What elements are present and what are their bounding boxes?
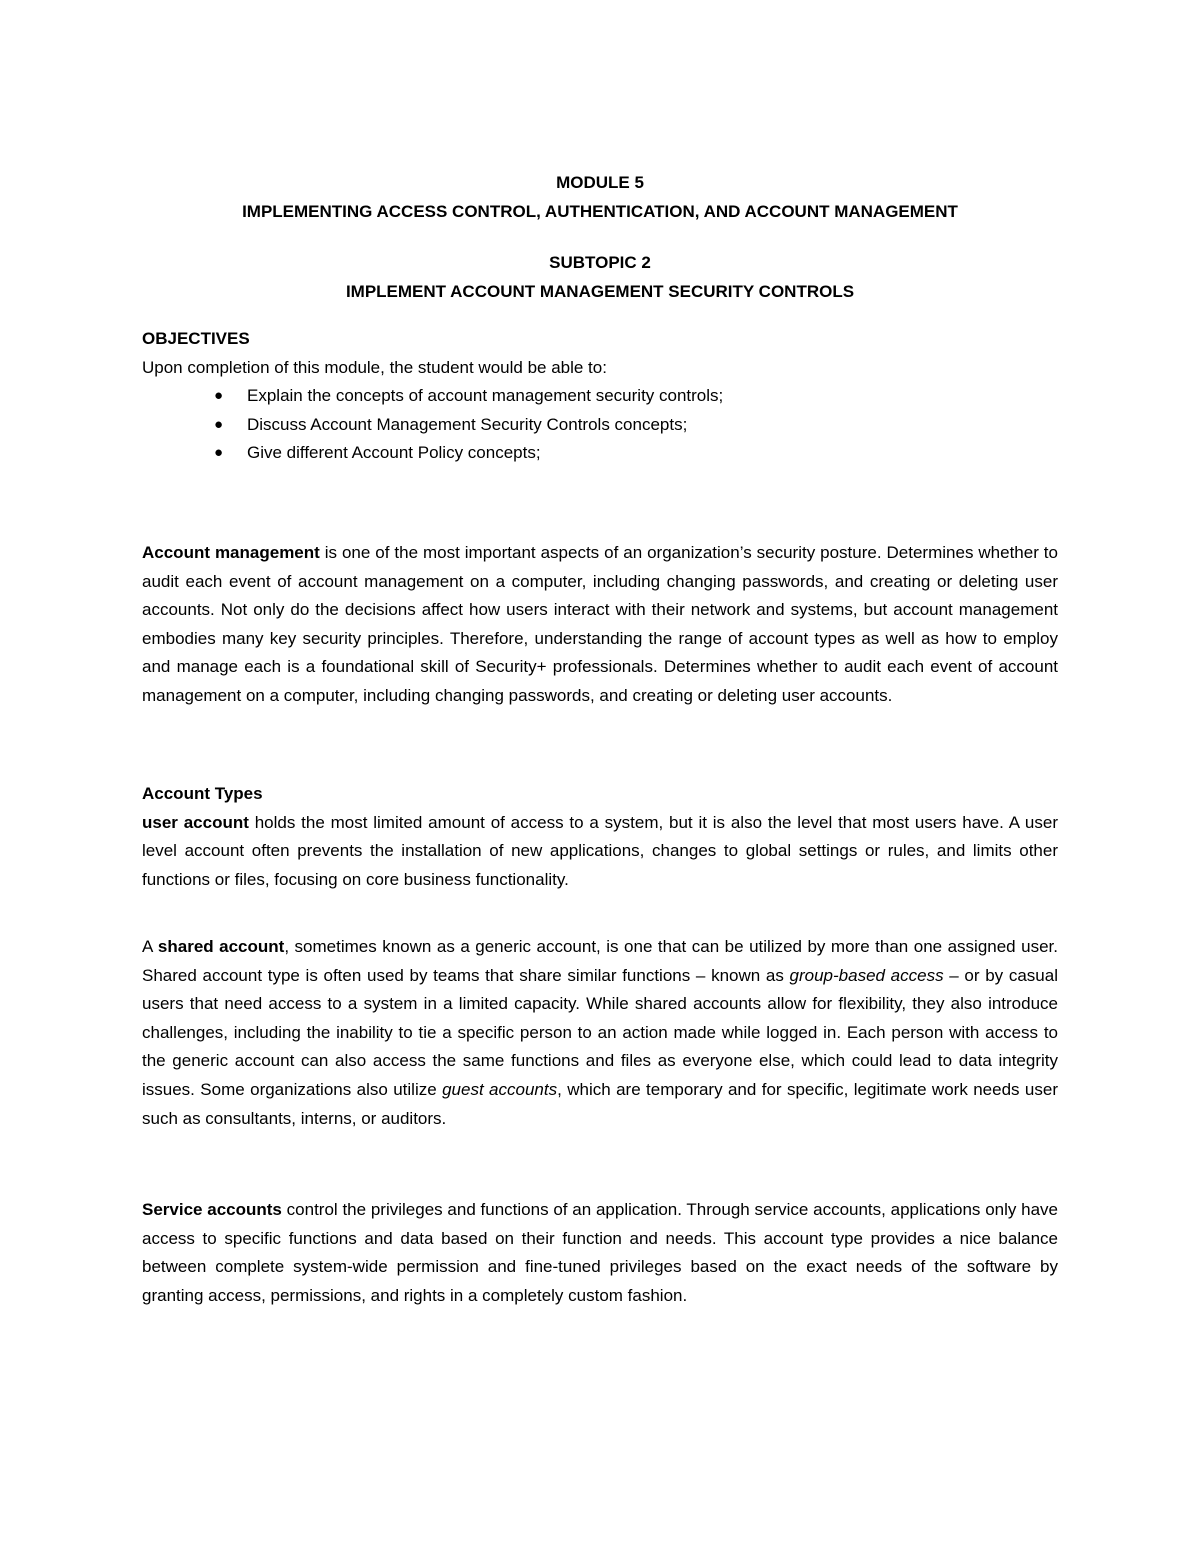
module-number: MODULE 5 [556, 173, 644, 192]
group-based-access-term: group-based access [789, 965, 944, 985]
objectives-title: OBJECTIVES [142, 329, 250, 348]
user-account-text: holds the most limited amount of access to a system, but it is also the level that most users have. A user level account often prevents the installation of new applications, changes to global settings or rules, and limits other functions or files, focusing on core business functionality. [142, 812, 1058, 889]
objectives-intro: Upon completion of this module, the student would be able to: [142, 357, 607, 377]
service-accounts-text: control the privileges and functions of an application. Through service accounts, applications only have access to specific functions and data based on their function and needs. This account type provides a nice balance between complete system-wide permission and fine-tuned privileges based on the exact needs of the software by granting access, permissions, and rights in a completely custom fashion. [142, 1200, 1059, 1305]
list-item: ● Discuss Account Management Security Controls concepts; [142, 411, 1058, 440]
module-heading [0, 168, 1200, 226]
account-management-term: Account management [142, 543, 320, 562]
guest-accounts-term: guest accounts [442, 1079, 558, 1099]
user-account-paragraph [142, 809, 1058, 895]
account-management-text: is one of the most important aspects of an organization’s security posture. Determines whether to audit each event of account management on a computer, including changing passwords, and creating or deleting user accounts. Not only do the decisions affect how users interact with their network and systems, but account management embodies many key security principles. Therefore, understanding the range of account types as well as how to employ and manage each is a foundational skill of Security+ professionals. Determines whether to audit each event of account management on a computer, including changing passwords, and creating or deleting user accounts. [142, 543, 1058, 705]
module-title: IMPLEMENTING ACCESS CONTROL, AUTHENTICATION, AND ACCOUNT MANAGEMENT [242, 202, 958, 221]
subtopic-heading [0, 248, 1200, 306]
account-types-section [142, 780, 1058, 894]
objectives-section [142, 325, 1058, 468]
bullet-icon: ● [214, 444, 224, 462]
list-item: ● Explain the concepts of account management security controls; [142, 382, 1058, 411]
user-account-term: user account [142, 812, 249, 832]
shared-account-term: shared account [157, 937, 285, 956]
account-management-paragraph [142, 539, 1058, 711]
service-accounts-paragraph [142, 1196, 1058, 1310]
account-types-title: Account Types [142, 784, 263, 803]
service-accounts-term: Service accounts [142, 1200, 282, 1219]
objectives-list [142, 382, 1058, 468]
shared-account-paragraph: A shared account, sometimes known as a generic account, is one that can be utilized by more than one assigned user. Shared account type is often used by teams that share similar functions – known as group-based access – or by casual users that need access to a system in a limited capacity. While shared accounts allow for flexibility, they also introduce challenges, including the inability to tie a specific person to an action made while logged in. Each person with access to the generic account can also access the same functions and files as everyone else, which could lead to data integrity issues. Some organizations also utilize guest accounts, which are temporary and for specific, legitimate work needs user such as consultants, interns, or auditors. [142, 937, 1058, 1128]
bullet-icon: ● [214, 415, 224, 433]
bullet-icon: ● [214, 387, 224, 405]
subtopic-number: SUBTOPIC 2 [549, 253, 651, 272]
list-item: ● Give different Account Policy concepts; [142, 439, 1058, 468]
subtopic-title: IMPLEMENT ACCOUNT MANAGEMENT SECURITY CONTROLS [345, 282, 855, 301]
